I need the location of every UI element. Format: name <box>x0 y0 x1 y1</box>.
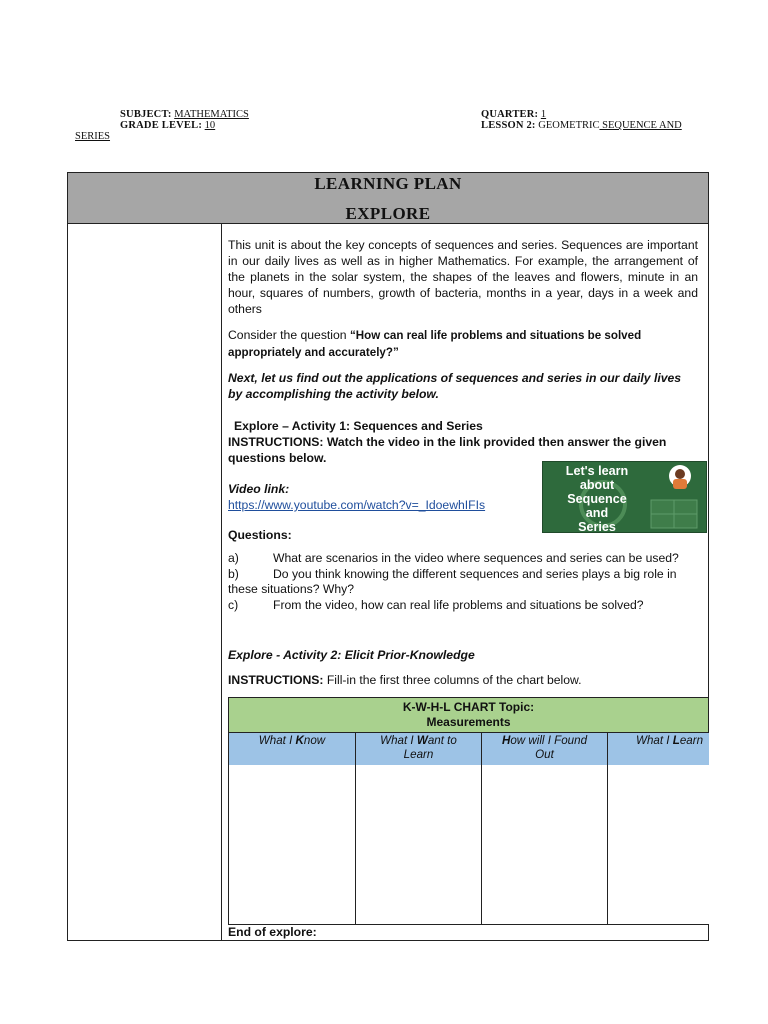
grade-value: 10 <box>204 120 216 131</box>
col-want-line2: Learn <box>403 748 434 761</box>
intro-paragraph: This unit is about the key concepts of sequences and series. Sequences are important in our daily lives as well as in higher Mathematics. For example, the arrangement of the planets in the solar system, the shapes of the leaves and flowers, minute in an hour, squares of numbers, growth of bacteria, months in a year, days in a week and others <box>228 238 698 316</box>
column-body-want[interactable] <box>355 765 482 925</box>
thumbnail-line-4: and <box>585 506 609 520</box>
thumbnail-line-5: Series <box>578 520 616 533</box>
lesson-continued: SERIES <box>75 131 111 142</box>
col-know-post: now <box>303 734 326 747</box>
activity1-instructions: INSTRUCTIONS: Watch the video in the link provided then answer the given questions below. <box>228 435 667 465</box>
column-header-want <box>355 733 482 766</box>
thumbnail-text <box>549 464 645 533</box>
quarter-line <box>481 109 546 120</box>
lesson-line <box>481 120 682 131</box>
video-label: Video link: <box>228 482 290 496</box>
next-instruction: Next, let us find out the applications of sequences and series in our daily lives by accomplishing the activity below. <box>228 371 682 401</box>
grade-line <box>120 120 215 131</box>
left-column <box>68 224 222 940</box>
thumbnail-line-1: Let's learn <box>565 464 629 478</box>
video-thumbnail[interactable] <box>542 461 707 533</box>
col-know-pre: What I <box>258 734 296 747</box>
col-learn-post: earn <box>679 734 704 747</box>
column-header-know <box>228 733 356 766</box>
video-link-wrap <box>228 497 528 513</box>
activity2-instructions-label: INSTRUCTIONS: <box>228 673 324 687</box>
subject-value: MATHEMATICS <box>174 109 249 120</box>
column-header-how <box>481 733 608 766</box>
consider-question <box>228 327 698 361</box>
question-a-letter: a) <box>228 551 239 565</box>
lesson-value-underlined: SEQUENCE AND <box>599 120 682 131</box>
video-link[interactable]: https://www.youtube.com/watch?v=_IdoewhIFIs <box>228 498 486 512</box>
lesson-value: GEOMETRIC <box>538 120 600 131</box>
col-want-pre: What I <box>380 734 417 747</box>
question-b-continued: these situations? Why? <box>228 582 355 596</box>
question-c-letter: c) <box>228 598 239 612</box>
kwhl-chart-title-line2: Measurements <box>426 715 511 729</box>
question-b-text: Do you think knowing the different sequences and series plays a big role in <box>273 567 677 581</box>
quarter-value: 1 <box>540 109 547 120</box>
consider-prefix: Consider the question <box>228 328 350 342</box>
kwhl-chart-title-line1: K-W-H-L CHART Topic: <box>402 700 535 714</box>
banner <box>68 173 708 224</box>
col-want-post: ant to <box>427 734 457 747</box>
banner-subtitle: EXPLORE <box>345 204 431 223</box>
col-learn-pre: What I <box>636 734 673 747</box>
kwhl-chart-title <box>228 697 709 733</box>
col-learn-key: L <box>672 734 680 747</box>
questions-label: Questions: <box>228 528 292 542</box>
question-b-letter: b) <box>228 567 239 581</box>
col-how-key: H <box>501 734 511 747</box>
activity1-title: Explore – Activity 1: Sequences and Series <box>234 419 483 433</box>
column-body-know[interactable] <box>228 765 356 925</box>
column-body-how[interactable] <box>481 765 608 925</box>
col-how-post: ow will I Found <box>510 734 588 747</box>
activity2-title: Explore - Activity 2: Elicit Prior-Knowledge <box>228 648 475 662</box>
thumbnail-line-3: Sequence <box>567 492 627 506</box>
banner-title: LEARNING PLAN <box>314 174 462 193</box>
column-header-learn <box>607 733 709 766</box>
col-want-key: W <box>416 734 428 747</box>
col-know-key: K <box>295 734 304 747</box>
subject-label: SUBJECT: <box>120 109 172 120</box>
thumbnail-line-2: about <box>579 478 615 492</box>
grade-label: GRADE LEVEL: <box>120 120 203 131</box>
consider-question-text: “How can real life problems and situations be solved appropriately and accurately?” <box>228 329 642 359</box>
col-how-line2: Out <box>535 748 554 761</box>
quarter-label: QUARTER: <box>481 109 539 120</box>
end-of-explore: End of explore: <box>228 925 317 939</box>
activity2-instructions <box>228 672 698 688</box>
question-c-text: From the video, how can real life problems and situations be solved? <box>273 598 644 612</box>
subject-line <box>120 109 249 120</box>
column-body-learn[interactable] <box>607 765 709 925</box>
lesson-label: LESSON 2: <box>481 120 536 131</box>
question-a-text: What are scenarios in the video where sequences and series can be used? <box>273 551 679 565</box>
activity2-instructions-text: Fill-in the first three columns of the chart below. <box>323 673 582 687</box>
